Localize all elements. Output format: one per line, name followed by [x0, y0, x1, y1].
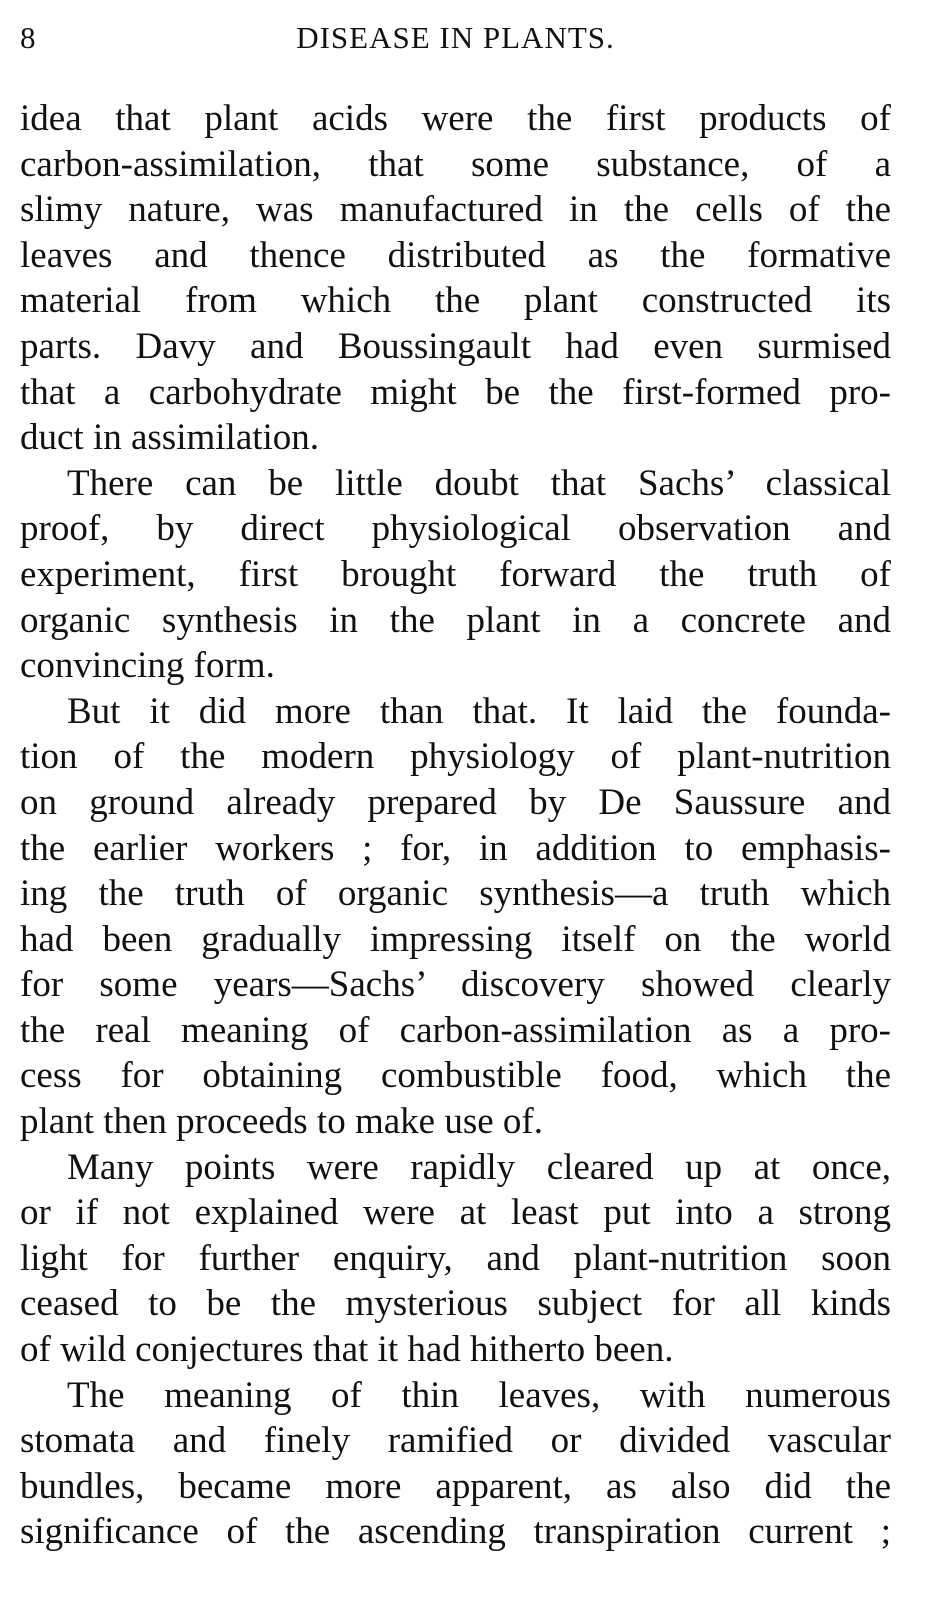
text-line: proof, by direct physiological observation and — [20, 508, 891, 550]
page-number: 8 — [20, 20, 36, 55]
text-line: bundles, became more apparent, as also did the — [20, 1465, 891, 1507]
text-line: for some years—Sachs’ discovery showed clearly — [20, 964, 891, 1006]
text-line: the earlier workers ; for, in addition to emphasis- — [20, 827, 891, 869]
text-line: organic synthesis in the plant in a concrete and — [20, 599, 891, 641]
text-line: cess for obtaining combustible food, which the — [20, 1055, 891, 1097]
text-line: Many points were rapidly cleared up at once, — [67, 1146, 891, 1188]
text-line: carbon-assimilation, that some substance, of a — [20, 143, 891, 185]
text-line: slimy nature, was manufactured in the cells of the — [20, 189, 891, 231]
text-line: the real meaning of carbon-assimilation as a pro- — [20, 1009, 891, 1051]
text-line: The meaning of thin leaves, with numerous — [67, 1374, 891, 1416]
text-line: significance of the ascending transpiration current ; — [20, 1511, 891, 1553]
text-line: But it did more than that. It laid the founda- — [67, 690, 891, 732]
running-title: DISEASE IN PLANTS. — [296, 20, 615, 55]
text-line: idea that plant acids were the first products of — [20, 98, 891, 139]
text-line: experiment, first brought forward the truth of — [20, 553, 891, 595]
text-line: stomata and finely ramified or divided vascular — [20, 1420, 891, 1462]
text-line: parts. Davy and Boussingault had even surmised — [20, 325, 891, 367]
book-page — [20, 14, 891, 1555]
text-line: material from which the plant constructed its — [20, 280, 891, 322]
running-head — [20, 14, 891, 62]
text-line: tion of the modern physiology of plant-nutrition — [20, 736, 891, 778]
body-text — [20, 96, 891, 1555]
text-line: leaves and thence distributed as the formative — [20, 234, 891, 276]
text-line: plant then proceeds to make use of. — [20, 1101, 543, 1143]
text-line: convincing form. — [20, 645, 275, 687]
text-line: or if not explained were at least put into a strong — [20, 1192, 891, 1234]
text-line: that a carbohydrate might be the first-formed pro- — [20, 371, 891, 413]
text-line: ing the truth of organic synthesis—a truth which — [20, 873, 891, 915]
text-line: on ground already prepared by De Saussure and — [20, 781, 891, 823]
text-line: had been gradually impressing itself on the world — [20, 918, 891, 960]
text-line: duct in assimilation. — [20, 417, 320, 459]
text-line: of wild conjectures that it had hitherto been. — [20, 1329, 674, 1371]
text-line: light for further enquiry, and plant-nutrition soon — [20, 1237, 891, 1279]
text-line: There can be little doubt that Sachs’ classical — [67, 462, 891, 504]
text-line: ceased to be the mysterious subject for all kinds — [20, 1283, 891, 1325]
